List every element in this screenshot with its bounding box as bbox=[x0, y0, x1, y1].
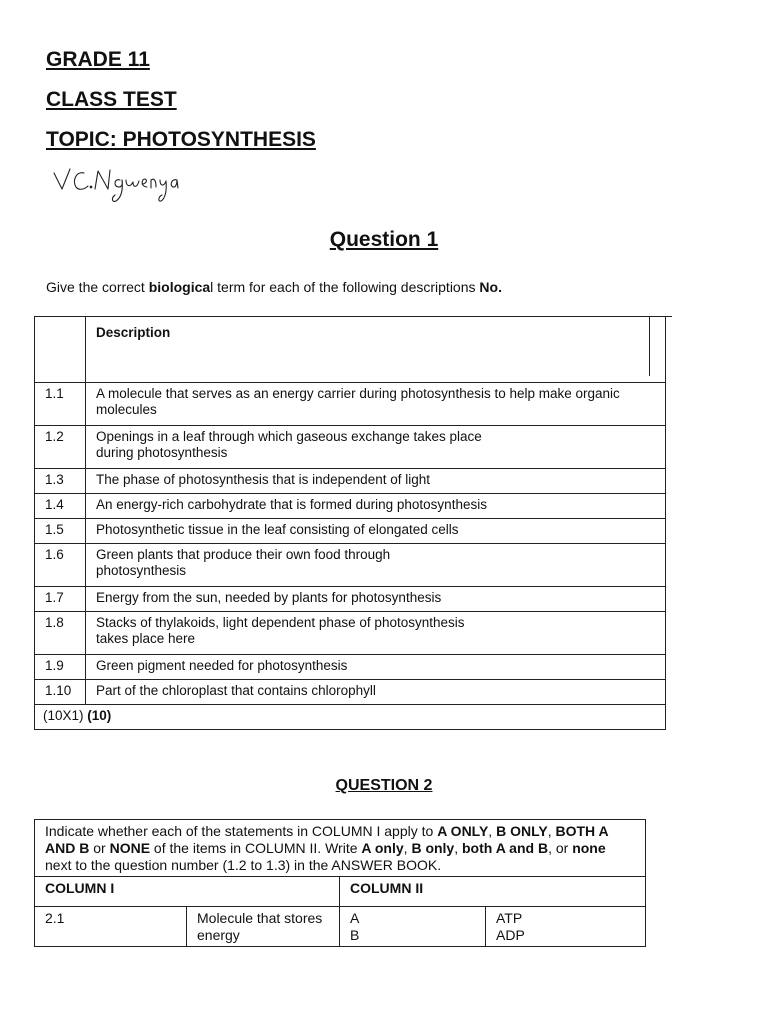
intro-text-b: l term for each of the following descriptions bbox=[210, 279, 480, 295]
instruction-cell bbox=[35, 820, 646, 877]
instr-text: next to the question number (1.2 to 1.3) in the ANSWER BOOK. bbox=[45, 857, 442, 873]
instr-text: , bbox=[488, 823, 497, 839]
grade-heading: GRADE 11 bbox=[46, 48, 150, 71]
item-a: ATP bbox=[496, 910, 523, 926]
item-number: 1.8 bbox=[35, 612, 86, 655]
question-number: 2.1 bbox=[35, 907, 187, 947]
table-header-row bbox=[35, 317, 666, 383]
topic-heading: TOPIC: PHOTOSYNTHESIS bbox=[46, 128, 316, 151]
description-line: photosynthesis bbox=[96, 563, 187, 578]
table-row bbox=[35, 544, 666, 587]
item-description bbox=[86, 544, 666, 587]
item-description bbox=[86, 612, 666, 655]
instr-text: , or bbox=[548, 840, 573, 856]
question-2-table bbox=[34, 819, 646, 947]
item-number: 1.4 bbox=[35, 494, 86, 519]
table-row bbox=[35, 680, 666, 705]
instr-bold: BOTH A AND B bbox=[45, 823, 609, 856]
column-1-header: COLUMN I bbox=[35, 877, 340, 907]
column-2-header: COLUMN II bbox=[340, 877, 646, 907]
statement-cell: Molecule that stores energy bbox=[187, 907, 340, 947]
description-line: An energy-rich carbohydrate that is formed during photosynthesis bbox=[96, 497, 487, 512]
item-description bbox=[86, 383, 666, 426]
letter-b: B bbox=[350, 927, 360, 943]
instruction-row bbox=[35, 820, 646, 877]
item-number: 1.5 bbox=[35, 519, 86, 544]
table-row bbox=[35, 519, 666, 544]
table-row bbox=[35, 587, 666, 612]
instr-text: of the items in COLUMN II. Write bbox=[150, 840, 362, 856]
letter-a: A bbox=[350, 910, 360, 926]
table-row bbox=[35, 469, 666, 494]
item-description bbox=[86, 680, 666, 705]
question-2-title: QUESTION 2 bbox=[335, 777, 433, 794]
description-line: Green pigment needed for photosynthesis bbox=[96, 658, 348, 673]
description-line: during photosynthesis bbox=[96, 445, 228, 460]
intro-bold-b: No. bbox=[479, 279, 502, 295]
question-1-title: Question 1 bbox=[329, 228, 439, 251]
item-number: 1.9 bbox=[35, 655, 86, 680]
instr-text: or bbox=[89, 840, 110, 856]
instr-bold: none bbox=[572, 840, 606, 856]
item-number: 1.10 bbox=[35, 680, 86, 705]
description-line: Green plants that produce their own food through bbox=[96, 547, 391, 562]
description-line: A molecule that serves as an energy carrier during photosynthesis to help make organic bbox=[96, 386, 620, 401]
description-line: The phase of photosynthesis that is independent of light bbox=[96, 472, 430, 487]
item-b: ADP bbox=[496, 927, 525, 943]
test-heading: CLASS TEST bbox=[46, 88, 177, 111]
marks-row bbox=[35, 705, 666, 730]
table-row bbox=[35, 383, 666, 426]
item-number: 1.2 bbox=[35, 426, 86, 469]
description-line: Photosynthetic tissue in the leaf consisting of elongated cells bbox=[96, 522, 459, 537]
marks-cell bbox=[35, 705, 666, 730]
instr-bold: A ONLY bbox=[437, 823, 489, 839]
item-number: 1.1 bbox=[35, 383, 86, 426]
instr-bold: both A and B bbox=[462, 840, 549, 856]
number-header-cell bbox=[35, 317, 86, 383]
question-1-instructions bbox=[46, 279, 502, 295]
item-number: 1.7 bbox=[35, 587, 86, 612]
instr-text: , bbox=[454, 840, 462, 856]
item-cell bbox=[486, 907, 646, 947]
instr-bold: B only bbox=[411, 840, 455, 856]
instr-bold: NONE bbox=[109, 840, 151, 856]
description-line: Openings in a leaf through which gaseous exchange takes place bbox=[96, 429, 482, 444]
letter-cell bbox=[340, 907, 486, 947]
item-description bbox=[86, 519, 666, 544]
instr-text: , bbox=[547, 823, 556, 839]
item-number: 1.3 bbox=[35, 469, 86, 494]
table-row bbox=[35, 494, 666, 519]
item-description bbox=[86, 655, 666, 680]
intro-bold-a: biologica bbox=[148, 279, 211, 295]
item-description bbox=[86, 426, 666, 469]
item-description bbox=[86, 469, 666, 494]
item-description bbox=[86, 494, 666, 519]
table-side-tick bbox=[664, 316, 672, 317]
table-side-column bbox=[649, 316, 666, 376]
instr-text: Indicate whether each of the statements in COLUMN I apply to bbox=[45, 823, 438, 839]
column-header-row bbox=[35, 877, 646, 907]
table-row bbox=[35, 907, 646, 947]
table-row bbox=[35, 655, 666, 680]
description-line: takes place here bbox=[96, 631, 196, 646]
description-line: Stacks of thylakoids, light dependent phase of photosynthesis bbox=[96, 615, 465, 630]
description-line: molecules bbox=[96, 402, 157, 417]
handwritten-signature bbox=[50, 163, 180, 211]
intro-text-a: Give the correct bbox=[46, 279, 149, 295]
item-number: 1.6 bbox=[35, 544, 86, 587]
description-header: Description bbox=[86, 317, 666, 383]
instr-bold: A only bbox=[361, 840, 404, 856]
question-1-table bbox=[34, 316, 666, 730]
table-row bbox=[35, 612, 666, 655]
table-row bbox=[35, 426, 666, 469]
marks-allocation: (10X1) bbox=[43, 708, 88, 723]
description-line: Part of the chloroplast that contains chlorophyll bbox=[96, 683, 376, 698]
marks-total: (10) bbox=[87, 708, 112, 723]
description-line: Energy from the sun, needed by plants for photosynthesis bbox=[96, 590, 442, 605]
item-description bbox=[86, 587, 666, 612]
instr-text: , bbox=[403, 840, 412, 856]
instr-bold: B ONLY bbox=[496, 823, 548, 839]
